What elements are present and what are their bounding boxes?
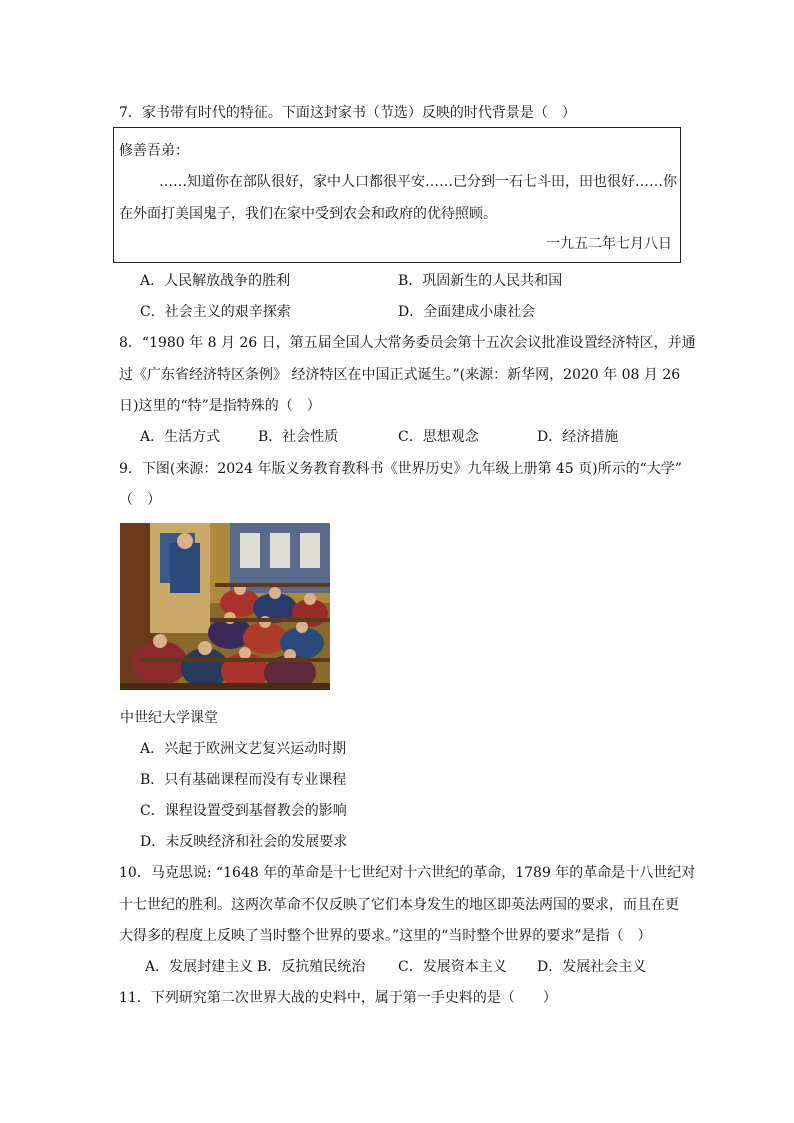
q7-option-b[interactable]: B．巩固新生的人民共和国 [398,273,563,289]
q10-stem-line3: 大得多的程度上反映了当时整个世界的要求。”这里的“当时整个世界的要求”是指（ ） [119,928,652,944]
q7-option-c[interactable]: C．社会主义的艰辛探索 [140,304,291,320]
q10-option-d[interactable]: D．发展社会主义 [537,959,647,975]
q8-option-c[interactable]: C．思想观念 [398,429,479,445]
q8-stem-line2: 过《广东省经济特区条例》 经济特区在中国正式诞生。”(来源：新华网，2020 年 08 月 26 [119,367,681,383]
q8-stem-line1: 8．“1980 年 8 月 26 日，第五届全国人大常务委员会第十五次会议批准设置经济特区，并通 [119,335,696,351]
q9-stem-line1: 9．下图(来源：2024 年版义务教育教科书《世界历史》九年级上册第 45 页)所示的“大学” [119,461,682,477]
q8-option-d[interactable]: D．经济措施 [537,429,619,445]
q10-stem-line1: 10．马克思说: “1648 年的革命是十七世纪对十六世纪的革命，1789 年的革命是十八世纪对 [119,865,696,881]
q8-stem-line3: 日)这里的“特”是指特殊的（ ） [119,398,321,414]
q9-option-c[interactable]: C．课程设置受到基督教会的影响 [140,803,347,819]
q7-letter-body-line1: ……知道你在部队很好，家中人口都很平安……已分到一石七斗田，田也很好……你 [159,174,677,190]
q9-image-caption: 中世纪大学课堂 [120,710,218,726]
q9-option-d[interactable]: D．未反映经济和社会的发展要求 [140,834,348,850]
q7-option-d[interactable]: D．全面建成小康社会 [398,304,536,320]
q9-option-b[interactable]: B．只有基础课程而没有专业课程 [140,772,347,788]
q10-option-c[interactable]: C．发展资本主义 [398,959,507,975]
q7-letter-salutation: 修善吾弟： [119,143,189,159]
q7-option-a[interactable]: A．人民解放战争的胜利 [140,273,291,289]
q8-option-b[interactable]: B．社会性质 [258,429,339,445]
q10-option-a[interactable]: A．发展封建主义 [145,959,254,975]
q8-option-a[interactable]: A．生活方式 [140,429,221,445]
q7-letter-date: 一九五二年七月八日 [546,236,672,252]
q9-stem-line2: （ ） [119,492,161,508]
q9-option-a[interactable]: A．兴起于欧洲文艺复兴运动时期 [140,741,347,757]
q7-letter-box [113,127,681,263]
medieval-university-classroom-image [120,523,330,690]
q10-option-b[interactable]: B．反抗殖民统治 [257,959,366,975]
q7-letter-body-line2: 在外面打美国鬼子，我们在家中受到农会和政府的优待照顾。 [119,206,497,222]
q11-stem: 11．下列研究第二次世界大战的史料中，属于第一手史料的是（ ） [119,990,557,1006]
q7-stem: 7．家书带有时代的特征。下面这封家书（节选）反映的时代背景是（ ） [119,105,576,121]
q10-stem-line2: 十七世纪的胜利。这两次革命不仅反映了它们本身发生的地区即英法两国的要求，而且在更 [119,897,679,913]
